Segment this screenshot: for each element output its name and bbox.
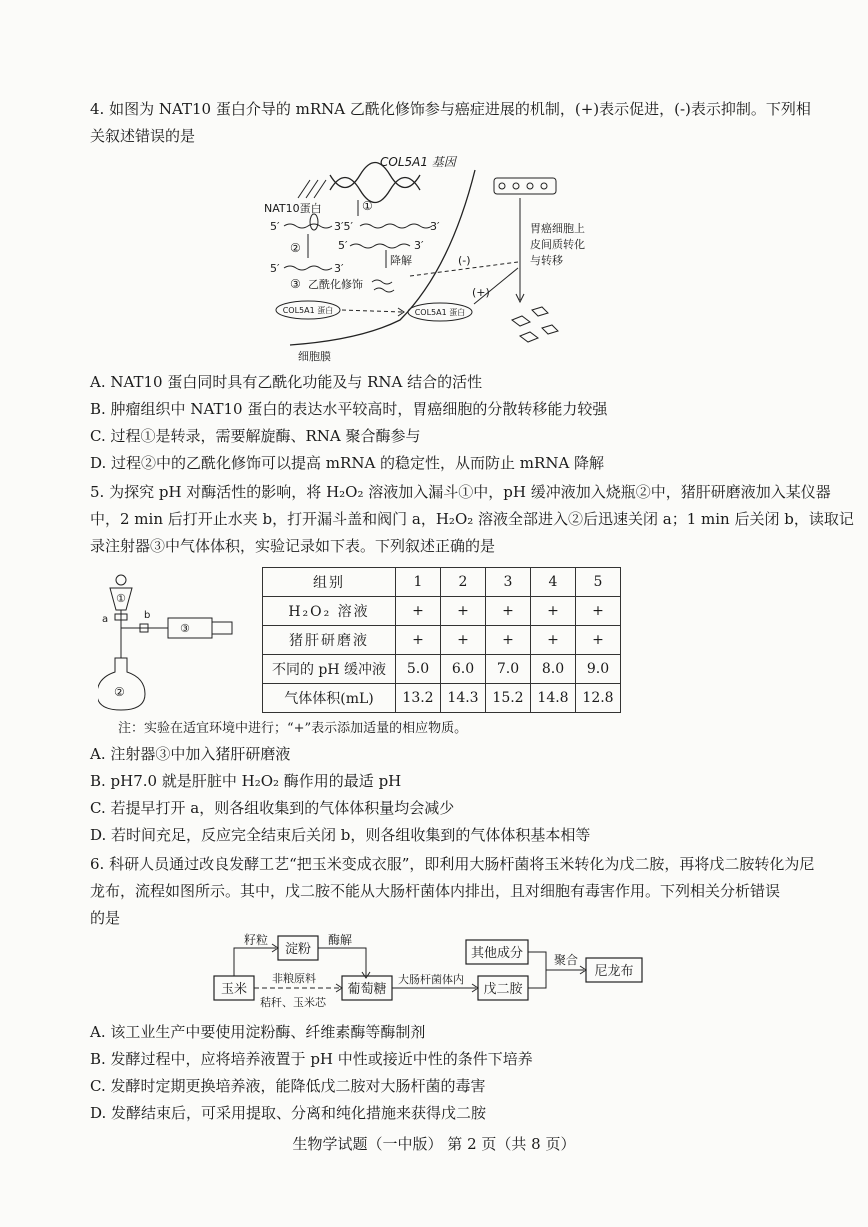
table-cell: 14.3	[441, 684, 486, 713]
mrna-strand	[284, 224, 332, 228]
table-header-group: 组别	[263, 568, 396, 597]
table-cell: 8.0	[531, 655, 576, 684]
emt-label-line1: 胃癌细胞上	[530, 222, 585, 235]
q4-option-d[interactable]: D. 过程②中的乙酰化修饰可以提高 mRNA 的稳定性，从而防止 mRNA 降解	[90, 454, 605, 472]
q5-table-note: 注：实验在适宜环境中进行；“+”表示添加适量的相应物质。	[118, 721, 468, 736]
straw-label: 秸秆、玉米芯	[260, 996, 326, 1009]
page-footer: 生物学试题（一中版） 第 2 页（共 8 页）	[292, 1135, 576, 1153]
funnel-cap	[116, 575, 126, 585]
q4-mechanism-diagram	[250, 150, 610, 365]
table-row-label: H₂O₂ 溶液	[263, 597, 396, 626]
step1-label: ①	[362, 199, 373, 213]
prime3: 3′	[334, 262, 344, 275]
q6-stem-line3: 的是	[90, 909, 121, 927]
acetyl-label: 乙酰化修饰	[308, 278, 363, 291]
table-row-label: 猪肝研磨液	[263, 626, 396, 655]
flask-shape	[98, 658, 145, 710]
q5-option-b[interactable]: B. pH7.0 就是肝脏中 H₂O₂ 酶作用的最适 pH	[90, 772, 402, 790]
protein-label-inside: COL5A1 蛋白	[282, 306, 334, 315]
label-b: b	[144, 610, 151, 621]
label-2: ②	[114, 685, 125, 699]
table-cell: +	[576, 626, 621, 655]
table-cell: 4	[531, 568, 576, 597]
membrane-label: 细胞膜	[298, 350, 331, 363]
q6-option-c[interactable]: C. 发酵时定期更换培养液，能降低戊二胺对大肠杆菌的毒害	[90, 1077, 486, 1095]
seed-arrow	[234, 948, 276, 976]
q4-stem-line1: 4. 如图为 NAT10 蛋白介导的 mRNA 乙酰化修饰参与癌症进展的机制，(+)表示促进，(-)表示抑制。下列相	[90, 100, 811, 118]
minus-label: (-)	[458, 254, 471, 267]
mrna-strand	[284, 266, 332, 270]
syringe-barrel	[168, 618, 212, 638]
prime3: 3′	[414, 239, 424, 252]
dna-strand-1	[330, 178, 420, 203]
seed-label: 籽粒	[244, 933, 269, 947]
q5-apparatus-diagram	[98, 566, 238, 712]
degrade-label: 降解	[390, 254, 412, 267]
table-cell: 1	[396, 568, 441, 597]
q4-stem-line2: 关叙述错误的是	[90, 127, 196, 145]
protein-label-outside: COL5A1 蛋白	[414, 308, 466, 317]
table-cell: 7.0	[486, 655, 531, 684]
q6-flow-diagram	[210, 930, 650, 1020]
q6-option-d[interactable]: D. 发酵结束后，可采用提取、分离和纯化措施来获得戊二胺	[90, 1104, 487, 1122]
plus-label: (+)	[472, 286, 490, 299]
prime3: 3′	[430, 220, 440, 233]
prime5: 5′	[270, 262, 280, 275]
table-cell: +	[441, 597, 486, 626]
q5-option-a[interactable]: A. 注射器③中加入猪肝研磨液	[90, 745, 291, 763]
label-a: a	[102, 614, 109, 625]
q6-option-a[interactable]: A. 该工业生产中要使用淀粉酶、纤维素酶等酶制剂	[90, 1023, 426, 1041]
other-label: 其他成分	[470, 946, 524, 961]
table-cell: 3	[486, 568, 531, 597]
q5-results-table	[262, 567, 621, 713]
q5-option-d[interactable]: D. 若时间充足，反应完全结束后关闭 b，则各组收集到的气体体积基本相等	[90, 826, 591, 844]
mrna-strand	[350, 244, 410, 248]
table-cell: +	[531, 626, 576, 655]
emt-label-line2: 皮间质转化	[530, 238, 585, 251]
gene-label: COL5A1 基因	[380, 155, 456, 169]
nat10-protein-shape	[310, 214, 318, 230]
q6-stem-line2: 龙布，流程如图所示。其中，戊二胺不能从大肠杆菌体内排出，且对细胞有毒害作用。下列相关分析错误	[90, 882, 781, 900]
secretion-dashed-arrow	[342, 310, 402, 312]
degraded-fragments	[372, 280, 394, 292]
emt-label-line3: 与转移	[530, 254, 563, 267]
q4-option-b[interactable]: B. 肿瘤组织中 NAT10 蛋白的表达水平较高时，胃癌细胞的分散转移能力较强	[90, 400, 608, 418]
table-row	[263, 655, 621, 684]
glucose-label: 葡萄糖	[347, 982, 387, 997]
mesenchymal-cells	[512, 307, 558, 342]
table-cell: 14.8	[531, 684, 576, 713]
label-1: ①	[116, 592, 126, 605]
table-row-label: 不同的 pH 缓冲液	[263, 655, 396, 684]
table-row	[263, 568, 621, 597]
q6-stem-line1: 6. 科研人员通过改良发酵工艺“把玉米变成衣服”，即利用大肠杆菌将玉米转化为戊二胺，再将戊二胺转化为尼	[90, 855, 815, 873]
q5-option-c[interactable]: C. 若提早打开 a，则各组收集到的气体体积量均会减少	[90, 799, 455, 817]
step2-label: ②	[290, 241, 301, 255]
polymerize-label: 聚合	[554, 953, 579, 967]
label-3: ③	[180, 622, 190, 635]
table-cell: 15.2	[486, 684, 531, 713]
q4-option-c[interactable]: C. 过程①是转录，需要解旋酶、RNA 聚合酶参与	[90, 427, 421, 445]
prime5: 5′	[338, 239, 348, 252]
nat10-label: NAT10蛋白	[264, 202, 322, 215]
nongrain-label: 非粮原料	[272, 972, 316, 985]
table-cell: 9.0	[576, 655, 621, 684]
starch-label: 淀粉	[284, 942, 312, 957]
q5-stem-line2: 中，2 min 后打开止水夹 b，打开漏斗盖和阀门 a，H₂O₂ 溶液全部进入②后迅速关闭 a；1 min 后关闭 b，读取记	[90, 510, 854, 528]
corn-label: 玉米	[220, 982, 248, 997]
table-cell: 5	[576, 568, 621, 597]
q5-stem-line1: 5. 为探究 pH 对酶活性的影响，将 H₂O₂ 溶液加入漏斗①中，pH 缓冲液加入烧瓶②中，猪肝研磨液加入某仪器	[90, 483, 831, 501]
nylon-label: 尼龙布	[594, 964, 634, 979]
table-cell: 13.2	[396, 684, 441, 713]
table-cell: +	[531, 597, 576, 626]
table-row	[263, 597, 621, 626]
syringe-plunger	[212, 622, 232, 634]
table-cell: +	[396, 626, 441, 655]
table-cell: 2	[441, 568, 486, 597]
q4-option-a[interactable]: A. NAT10 蛋白同时具有乙酰化功能及与 RNA 结合的活性	[90, 373, 483, 391]
merge-bracket	[528, 952, 546, 988]
prime35: 3′5′	[334, 220, 353, 233]
mrna-strand	[360, 224, 432, 228]
table-cell: 6.0	[441, 655, 486, 684]
in-ecoli-label: 大肠杆菌体内	[398, 973, 464, 986]
table-cell: +	[486, 626, 531, 655]
table-cell: 12.8	[576, 684, 621, 713]
table-row	[263, 684, 621, 713]
q5-stem-line3: 录注射器③中气体体积，实验记录如下表。下列叙述正确的是	[90, 537, 496, 555]
hydrolysis-arrow	[318, 948, 366, 976]
cadaverine-label: 戊二胺	[483, 982, 523, 997]
prime5: 5′	[270, 220, 280, 233]
table-cell: +	[576, 597, 621, 626]
table-row	[263, 626, 621, 655]
table-cell: +	[441, 626, 486, 655]
table-cell: +	[486, 597, 531, 626]
q6-option-b[interactable]: B. 发酵过程中，应将培养液置于 pH 中性或接近中性的条件下培养	[90, 1050, 533, 1068]
step3-label: ③	[290, 277, 301, 291]
table-row-label: 气体体积(mL)	[263, 684, 396, 713]
hydrolysis-label: 酶解	[328, 933, 353, 947]
table-cell: +	[396, 597, 441, 626]
table-cell: 5.0	[396, 655, 441, 684]
